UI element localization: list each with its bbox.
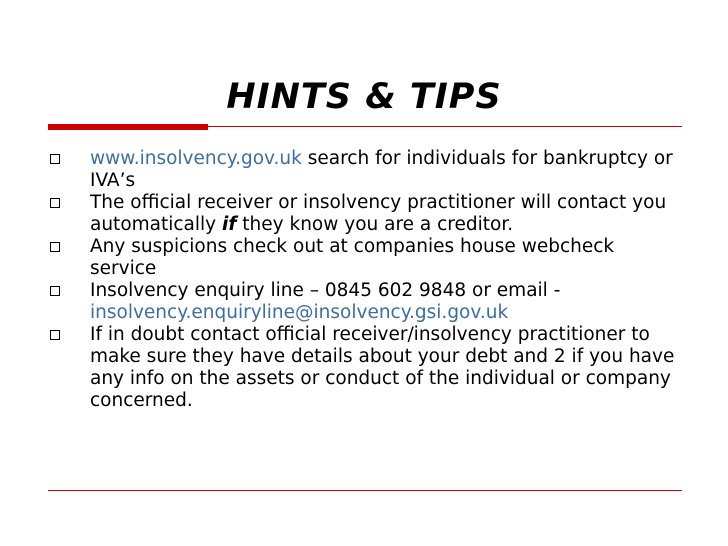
enquiry-email-link[interactable]: insolvency.enquiryline@insolvency.gsi.gov.uk — [90, 302, 509, 323]
bullet-item-website — [0, 148, 728, 192]
bullet-text: The official receiver or insolvency practitioner will contact you automatically — [90, 192, 667, 235]
bullet-text: Insolvency enquiry line – 0845 602 9848 or email - — [90, 280, 561, 301]
bullet-emphasis: if — [222, 214, 237, 235]
title-divider-line — [208, 126, 682, 127]
slide-title: HINTS & TIPS — [226, 77, 502, 117]
bullet-text: Any suspicions check out at companies house webcheck service — [90, 236, 615, 279]
bullet-text: search for individuals for bankruptcy or IVA’s — [90, 148, 673, 191]
square-bullet-icon — [50, 154, 60, 164]
bullet-text-continued: they know you are a creditor. — [236, 214, 514, 235]
bullet-item-official-receiver — [0, 192, 728, 236]
title-divider-accent — [48, 124, 208, 130]
bullet-item-in-doubt — [0, 324, 728, 412]
bullet-list — [0, 148, 728, 412]
bullet-item-companies-house — [0, 236, 728, 280]
footer-divider-line — [48, 490, 682, 491]
insolvency-website-link[interactable]: www.insolvency.gov.uk — [90, 148, 302, 169]
bullet-text: If in doubt contact official receiver/insolvency practitioner to make sure they have details about your debt and 2 if you have any info on the assets or conduct of the individual or company concerned. — [90, 324, 675, 411]
square-bullet-icon — [50, 242, 60, 252]
square-bullet-icon — [50, 198, 60, 208]
bullet-item-enquiry-line — [0, 280, 728, 324]
square-bullet-icon — [50, 330, 60, 340]
square-bullet-icon — [50, 286, 60, 296]
title-divider — [48, 124, 682, 130]
